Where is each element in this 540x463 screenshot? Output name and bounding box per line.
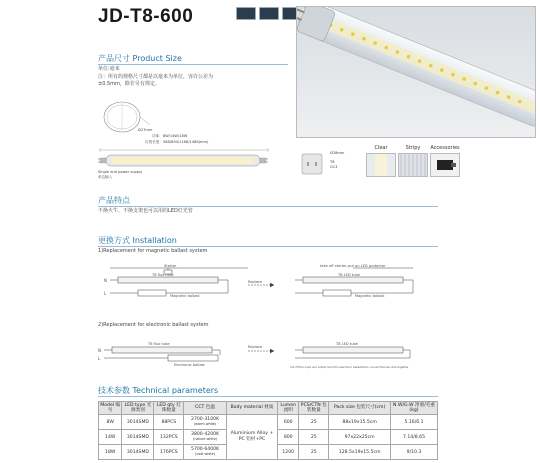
cell-led-type: 3014SMD bbox=[122, 430, 154, 445]
d2-neutral-label: N bbox=[98, 348, 101, 353]
unit-label: 单位:毫米 bbox=[98, 66, 120, 72]
features-text: 不换火牛、不换支架也可以用的LED灯光管 bbox=[98, 208, 193, 214]
cell-led-qty: 176PCS bbox=[154, 445, 184, 460]
end-cap-icon bbox=[298, 150, 328, 180]
features-divider bbox=[98, 206, 438, 207]
cell-model: 14W bbox=[99, 430, 122, 445]
col-body-material: Body material 材质 bbox=[226, 402, 277, 415]
option-clear-image bbox=[366, 153, 396, 177]
cell-pack-size: 128.5x19x15.5cm bbox=[329, 445, 391, 460]
installation-heading: 更换方式 Installation bbox=[98, 236, 177, 245]
d1-flux-tube-label: T8 flux tube bbox=[152, 273, 174, 277]
cell-weight: 7.14/8.65 bbox=[391, 430, 438, 445]
d1-takeoff-label: take off starter,put on LED protector bbox=[320, 264, 386, 268]
col-pcs-ctn: PCS/CTN 包装数量 bbox=[300, 402, 327, 413]
cell-body-material: Aluminium Alloy + PC 铝材+PC bbox=[226, 415, 277, 460]
efficiency-badge-icon bbox=[259, 7, 279, 20]
cell-cct: 3800-4200K (nature white) bbox=[184, 430, 227, 445]
cell-pack-size: 88x19x15.5cm bbox=[329, 415, 391, 430]
cell-model: 8W bbox=[99, 415, 122, 430]
magnetic-ballast-diagram bbox=[98, 260, 428, 310]
col-model: Model 编号 bbox=[100, 402, 121, 413]
certification-badges bbox=[236, 7, 302, 20]
product-photo bbox=[296, 6, 536, 138]
electronic-ballast-diagram bbox=[98, 333, 428, 373]
option-accessories-label: Accessories bbox=[430, 145, 460, 151]
end-cap-type-g13: G13 bbox=[330, 165, 338, 169]
features-heading: 产品特点 bbox=[98, 196, 130, 205]
d1-led-tube-label: T8 LED tube bbox=[338, 273, 360, 277]
d1-starter-label: Starter bbox=[164, 264, 177, 268]
cell-weight: 9/10.3 bbox=[391, 445, 438, 460]
option-accessories-image bbox=[430, 153, 460, 177]
col-led-type: LED type 光源类别 bbox=[122, 402, 154, 415]
d2-live-label: L bbox=[98, 356, 101, 361]
power-supply-note-en: Single end power supply bbox=[98, 170, 143, 174]
cell-lumen: 800 bbox=[278, 430, 299, 445]
product-title: JD-T8-600 bbox=[98, 6, 194, 27]
col-lumen: Lumen 流明 bbox=[278, 402, 299, 415]
power-spec: 功率：8W/14W/18W bbox=[152, 134, 188, 138]
cell-led-qty: 132PCS bbox=[154, 430, 184, 445]
d2-flux-tube-label: T8 flux tube bbox=[148, 342, 170, 346]
tube-side-drawing-icon bbox=[98, 147, 278, 171]
d2-cut-note: Cut off the input and output line from electronic ballast,then connect the two wire together bbox=[290, 366, 409, 369]
tolerance-note-line1: 注：所有的规格尺寸都是以毫米为单位，容许公差为 bbox=[98, 74, 214, 80]
installation-divider bbox=[98, 246, 438, 247]
cell-led-qty: 88PCS bbox=[154, 415, 184, 430]
cell-lumen: 1200 bbox=[278, 445, 299, 460]
power-supply-note-cn: 单边输入 bbox=[98, 175, 113, 179]
section-divider bbox=[98, 64, 288, 65]
installation-step2: 2)Replacement for electronic ballast system bbox=[98, 322, 209, 328]
cell-weight: 5.16/6.1 bbox=[391, 415, 438, 430]
led-tube-photo-icon bbox=[297, 7, 536, 138]
tech-params-heading: 技术参数 Technical parameters bbox=[98, 386, 219, 395]
cell-pack-size: 97x22x25cm bbox=[329, 430, 391, 445]
d2-electronic-ballast-label: Electronic ballast bbox=[174, 363, 205, 367]
table-row bbox=[99, 415, 438, 430]
tolerance-note-line2: ±0.5mm，除非另有规定。 bbox=[98, 81, 160, 87]
d1-live-label: L bbox=[104, 291, 107, 296]
col-weight: N.W/G.W 净重/毛重(kg) bbox=[391, 402, 438, 415]
cell-cct: 5700-6400K (cool white) bbox=[184, 445, 227, 460]
d1-magnetic-ballast-right-label: Magnetic ballast bbox=[355, 294, 385, 298]
col-pack-size: Pack size 包装尺寸(cm) bbox=[329, 402, 391, 415]
certification-badge-icon bbox=[236, 7, 256, 20]
end-cap-type-t8: T8 bbox=[330, 160, 335, 164]
tech-params-table bbox=[98, 401, 438, 460]
d1-magnetic-ballast-label: Magnetic ballast bbox=[170, 294, 200, 298]
end-cap-diameter: Ø28mm bbox=[330, 151, 345, 155]
col-cct: CCT 色温 bbox=[184, 402, 227, 415]
product-size-heading: 产品尺寸 Product Size bbox=[98, 54, 182, 63]
cell-led-type: 3014SMD bbox=[122, 415, 154, 430]
tech-divider bbox=[98, 396, 438, 397]
option-stripy-label: Stripy bbox=[405, 145, 421, 151]
d1-replace-label: Replace bbox=[248, 280, 263, 284]
d2-led-tube-label: T8 LED tube bbox=[336, 342, 358, 346]
cell-lumen: 600 bbox=[278, 415, 299, 430]
length-spec: 灯管长度：588/894/1188/1488(mm) bbox=[145, 140, 209, 144]
option-stripy-image bbox=[398, 153, 428, 177]
cell-cct: 2700-3100K (warm white) bbox=[184, 415, 227, 430]
cell-led-type: 3014SMD bbox=[122, 445, 154, 460]
cell-pcs: 25 bbox=[299, 430, 329, 445]
diameter-label: Ø27mm bbox=[138, 128, 153, 132]
installation-step1: 1)Replacement for magnetic ballast system bbox=[98, 248, 208, 254]
option-clear-label: Clear bbox=[374, 145, 388, 151]
d1-neutral-label: N bbox=[104, 278, 107, 283]
cell-model: 18W bbox=[99, 445, 122, 460]
cell-pcs: 25 bbox=[299, 445, 329, 460]
cell-pcs: 25 bbox=[299, 415, 329, 430]
d2-replace-label: Replace bbox=[248, 345, 263, 349]
col-led-qty: LED qty 灯珠数量 bbox=[154, 402, 184, 415]
